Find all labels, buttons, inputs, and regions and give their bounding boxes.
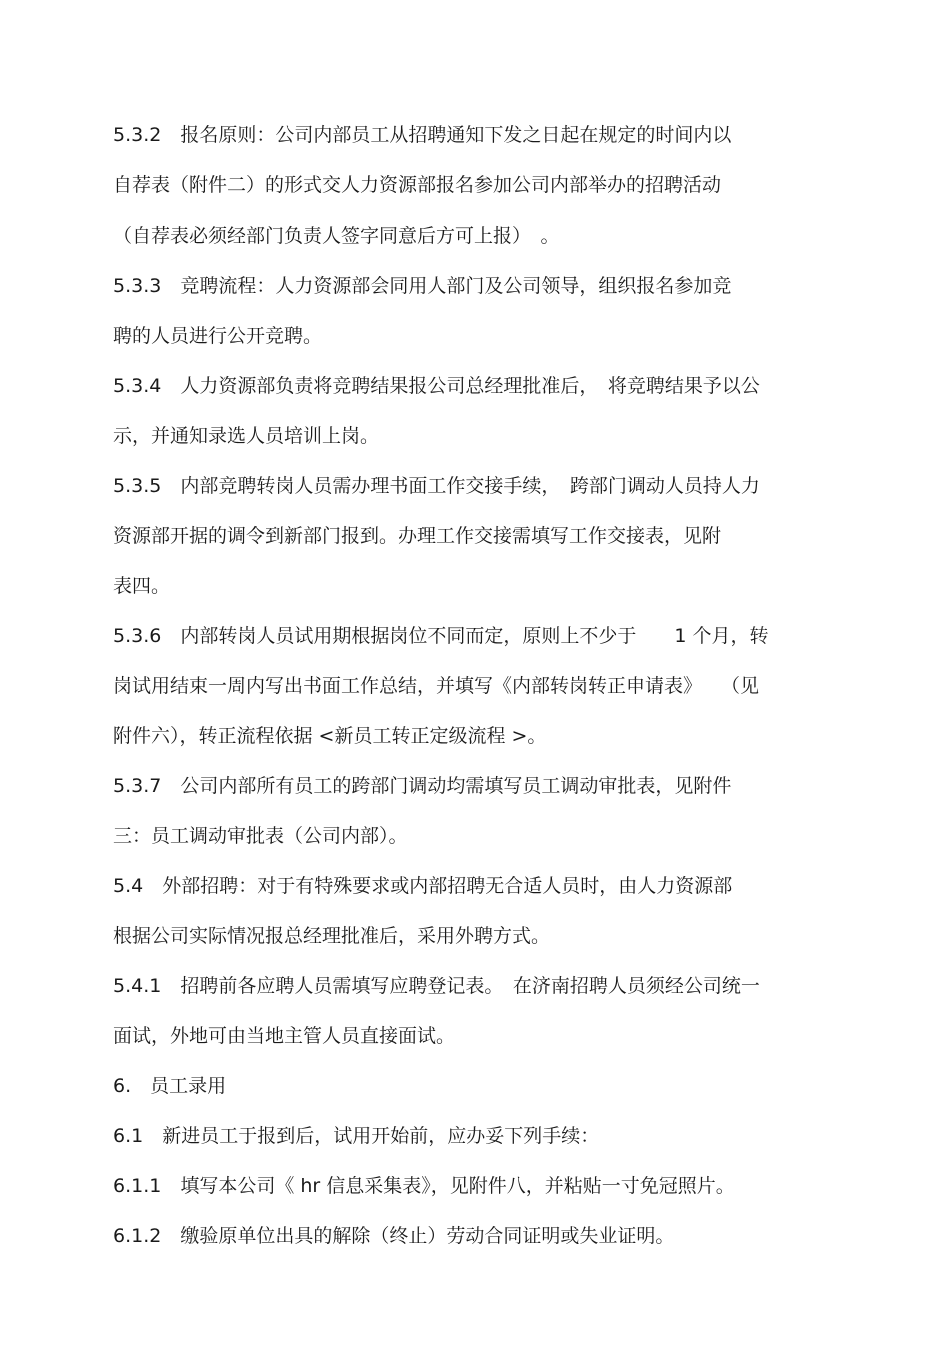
text-line: 5.4 外部招聘：对于有特殊要求或内部招聘无合适人员时，由人力资源部 bbox=[113, 875, 733, 897]
section-heading: 6. 员工录用 bbox=[113, 1075, 227, 1097]
text-line: 岗试用结束一周内写出书面工作总结，并填写《内部转岗转正申请表》 （见 bbox=[113, 675, 760, 697]
text-line: 5.3.6 内部转岗人员试用期根据岗位不同而定，原则上不少于 1 个月，转 bbox=[113, 625, 769, 647]
text-line: 5.3.3 竞聘流程：人力资源部会同用人部门及公司领导，组织报名参加竞 bbox=[113, 275, 732, 297]
text-line: 附件六），转正流程依据 <新员工转正定级流程 >。 bbox=[113, 725, 547, 747]
text-line: 示，并通知录选人员培训上岗。 bbox=[113, 425, 380, 447]
text-line: 5.3.7 公司内部所有员工的跨部门调动均需填写员工调动审批表，见附件 bbox=[113, 775, 732, 797]
text-line: 表四。 bbox=[113, 575, 171, 597]
text-line: 5.4.1 招聘前各应聘人员需填写应聘登记表。 在济南招聘人员须经公司统一 bbox=[113, 975, 760, 997]
text-line: 6.1 新进员工于报到后，试用开始前，应办妥下列手续： bbox=[113, 1125, 600, 1147]
text-line: 5.3.4 人力资源部负责将竞聘结果报公司总经理批准后， 将竞聘结果予以公 bbox=[113, 375, 760, 397]
text-line: 三：员工调动审批表（公司内部）。 bbox=[113, 825, 408, 847]
text-line: 根据公司实际情况报总经理批准后，采用外聘方式。 bbox=[113, 925, 551, 947]
text-line: 面试，外地可由当地主管人员直接面试。 bbox=[113, 1025, 456, 1047]
text-line: 资源部开据的调令到新部门报到。办理工作交接需填写工作交接表，见附 bbox=[113, 525, 722, 547]
text-line: 6.1.1 填写本公司《 hr 信息采集表》，见附件八，并粘贴一寸免冠照片。 bbox=[113, 1175, 735, 1197]
text-line: 聘的人员进行公开竞聘。 bbox=[113, 325, 323, 347]
text-line: 5.3.5 内部竞聘转岗人员需办理书面工作交接手续， 跨部门调动人员持人力 bbox=[113, 475, 760, 497]
text-line: （自荐表必须经部门负责人签字同意后方可上报） 。 bbox=[113, 225, 560, 247]
text-line: 5.3.2 报名原则：公司内部员工从招聘通知下发之日起在规定的时间内以 bbox=[113, 124, 732, 146]
text-line: 6.1.2 缴验原单位出具的解除（终止）劳动合同证明或失业证明。 bbox=[113, 1225, 675, 1247]
text-line: 自荐表（附件二）的形式交人力资源部报名参加公司内部举办的招聘活动 bbox=[113, 174, 722, 196]
